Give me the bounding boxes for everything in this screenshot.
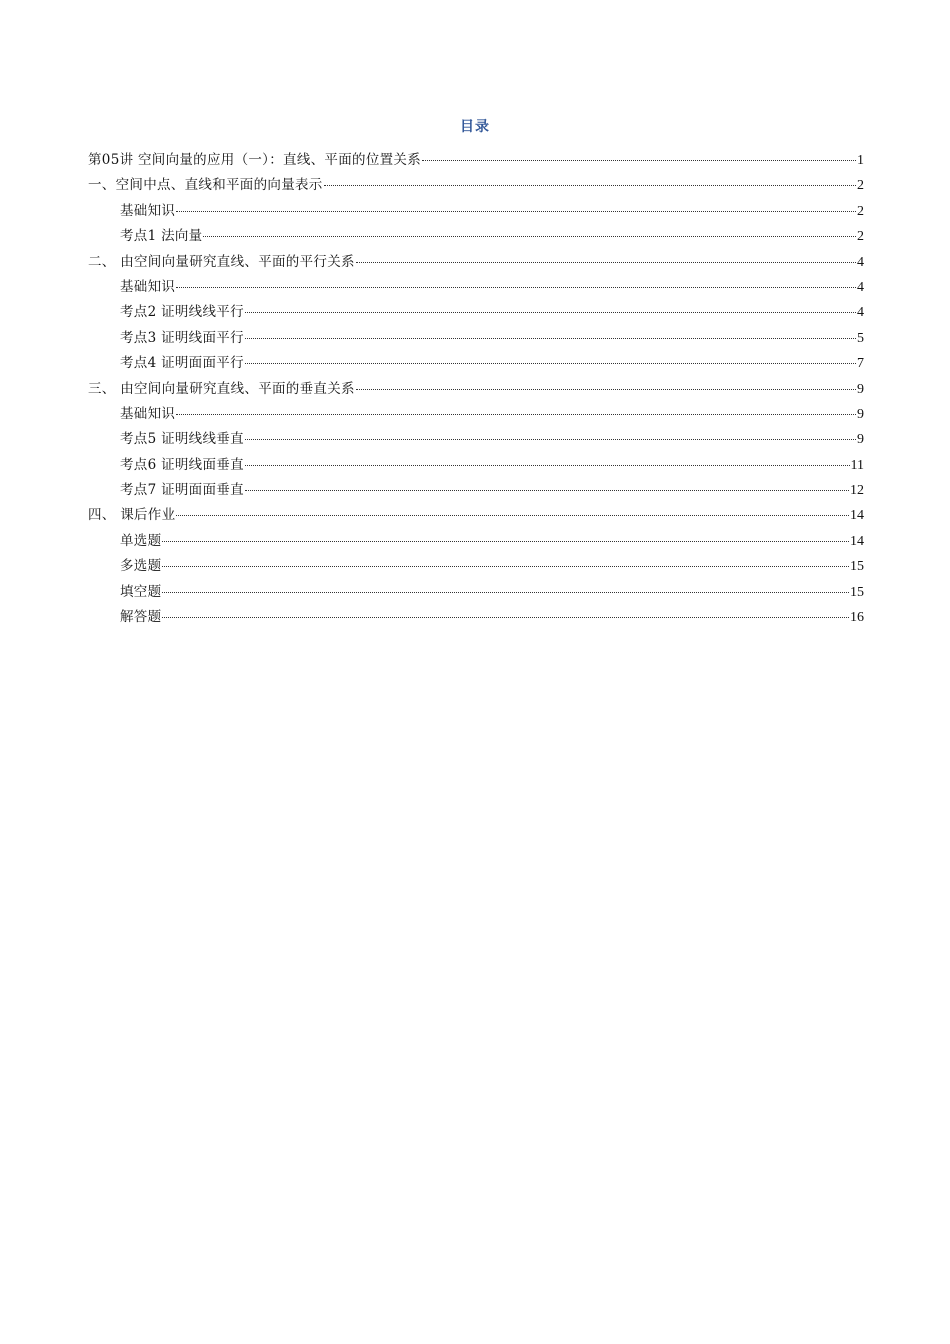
toc-dot-leader: [245, 478, 849, 491]
toc-entry-text: 二、 由空间向量研究直线、平面的平行关系: [88, 253, 355, 270]
toc-list: [88, 148, 864, 630]
toc-entry[interactable]: [88, 300, 864, 325]
toc-entry-text: 考点4 证明面面平行: [120, 355, 244, 372]
toc-dot-leader: [356, 377, 856, 390]
toc-dot-leader: [245, 453, 850, 466]
toc-entry-text: 基础知识: [120, 405, 176, 422]
toc-entry-text: 四、 课后作业: [88, 507, 176, 524]
toc-entry-text: 考点5 证明线线垂直: [120, 431, 244, 448]
toc-entry-text: 多选题: [120, 558, 162, 575]
toc-page-number: 14: [850, 508, 864, 524]
toc-dot-leader: [324, 173, 856, 186]
toc-entry[interactable]: [88, 250, 864, 275]
toc-dot-leader: [356, 250, 856, 263]
toc-entry[interactable]: [88, 453, 864, 478]
toc-entry-text: 三、 由空间向量研究直线、平面的垂直关系: [88, 380, 355, 397]
toc-entry-text: 解答题: [120, 609, 162, 626]
toc-page-number: 2: [857, 203, 864, 219]
toc-dot-leader: [245, 351, 856, 364]
toc-dot-leader: [422, 148, 856, 161]
toc-entry-text: 考点3 证明线面平行: [120, 329, 244, 346]
toc-page-number: 16: [850, 610, 864, 626]
toc-page-number: 9: [857, 406, 864, 422]
toc-entry-text: 基础知识: [120, 278, 176, 295]
toc-dot-leader: [162, 580, 849, 593]
toc-dot-leader: [176, 275, 856, 288]
toc-title: 目录: [460, 119, 490, 135]
toc-entry-text: 考点7 证明面面垂直: [120, 482, 244, 499]
toc-dot-leader: [245, 427, 856, 440]
toc-page-number: 12: [850, 483, 864, 499]
toc-entry-text: 单选题: [120, 532, 162, 549]
toc-entry-text: 考点2 证明线线平行: [120, 304, 244, 321]
toc-page-number: 14: [850, 533, 864, 549]
toc-page-number: 15: [850, 584, 864, 600]
toc-page-number: 4: [857, 254, 864, 270]
toc-entry[interactable]: [88, 275, 864, 300]
toc-entry[interactable]: [88, 605, 864, 630]
toc-entry-text: 考点6 证明线面垂直: [120, 456, 244, 473]
toc-dot-leader: [162, 529, 849, 542]
toc-page-number: 9: [857, 432, 864, 448]
toc-dot-leader: [203, 224, 856, 237]
toc-entry[interactable]: [88, 199, 864, 224]
toc-dot-leader: [176, 402, 856, 415]
toc-entry[interactable]: [88, 529, 864, 554]
toc-entry[interactable]: [88, 427, 864, 452]
toc-page-number: 4: [857, 279, 864, 295]
toc-page-number: 1: [857, 153, 864, 168]
toc-entry[interactable]: [88, 478, 864, 503]
toc-dot-leader: [176, 199, 856, 212]
toc-dot-leader: [162, 554, 849, 567]
toc-dot-leader: [162, 605, 849, 618]
toc-entry[interactable]: [88, 377, 864, 402]
toc-page-number: 4: [857, 305, 864, 321]
toc-entry-text: 考点1 法向量: [120, 228, 203, 245]
toc-entry-text: 填空题: [120, 583, 162, 600]
toc-entry[interactable]: [88, 503, 864, 528]
toc-entry[interactable]: [88, 351, 864, 376]
toc-dot-leader: [245, 326, 856, 339]
toc-entry[interactable]: [88, 173, 864, 198]
toc-entry-text: 基础知识: [120, 202, 176, 219]
toc-entry[interactable]: [88, 148, 864, 173]
toc-entry[interactable]: [88, 326, 864, 351]
toc-page-number: 7: [857, 356, 864, 372]
toc-entry[interactable]: [88, 554, 864, 579]
toc-dot-leader: [176, 503, 849, 516]
toc-entry[interactable]: [88, 402, 864, 427]
toc-page-number: 15: [850, 559, 864, 575]
toc-entry-text: 第05讲 空间向量的应用（一）：直线、平面的位置关系: [88, 152, 422, 168]
toc-dot-leader: [245, 300, 856, 313]
toc-entry[interactable]: [88, 224, 864, 249]
toc-page-number: 9: [857, 381, 864, 397]
toc-entry[interactable]: [88, 580, 864, 605]
toc-page-number: 5: [857, 330, 864, 346]
toc-entry-text: 一、空间中点、直线和平面的向量表示: [88, 177, 323, 194]
toc-page-number: 2: [857, 178, 864, 194]
toc-page-number: 11: [850, 457, 864, 473]
toc-page-number: 2: [857, 229, 864, 245]
